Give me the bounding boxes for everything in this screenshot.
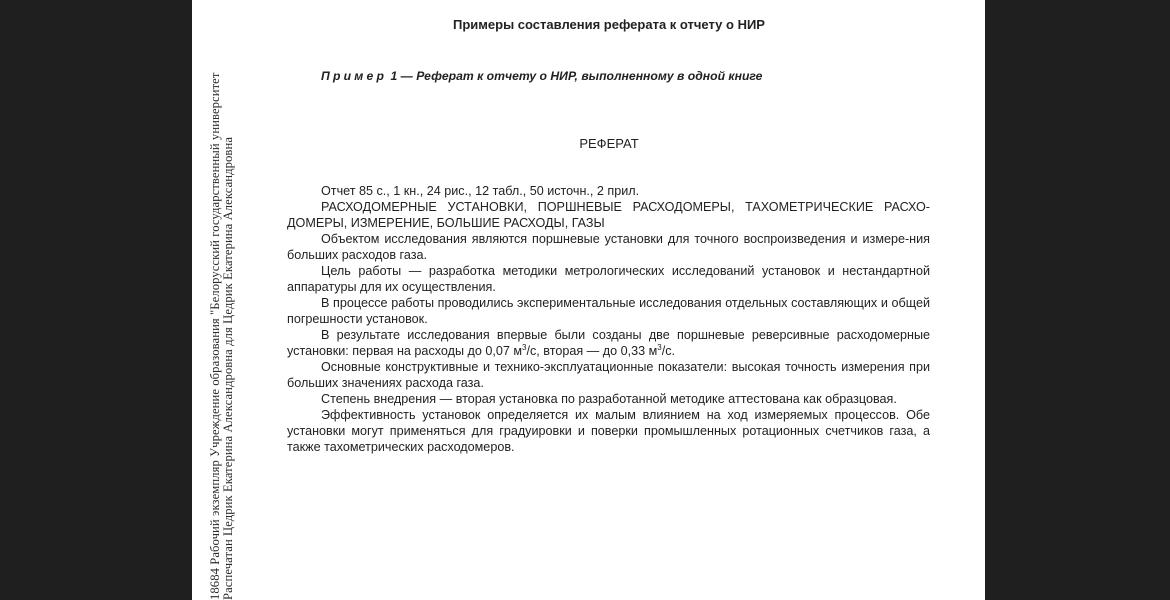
example-text: 1 — Реферат к отчету о НИР, выполненному в одной книге [387,69,763,83]
watermark-stamp-line-1: 18684 Рабочий экземпляр Учреждение образования "Белорусский государственный университет [208,72,222,600]
abstract-body [287,183,930,455]
paragraph-goal: Цель работы — разработка методики метрологических исследований установок и нестандартной аппаратуры для их осуществления. [287,264,930,294]
results-sup-1: 3 [522,343,527,352]
example-caption [321,69,762,83]
example-word: Пример [321,69,388,83]
paragraph-implementation: Степень внедрения — вторая установка по разработанной методике аттестована как образцовая. [321,392,897,406]
page-heading: Примеры составления реферата к отчету о НИР [453,17,765,32]
paragraph-results [287,327,930,359]
paragraph-volume: Отчет 85 с., 1 кн., 24 рис., 12 табл., 50 источн., 2 прил. [321,184,640,198]
document-page [192,0,985,600]
paragraph-efficiency: Эффективность установок определяется их малым влиянием на ход измеряемых процессов. Обе установки могут применяться для градуировки и поверки промышленных ротационных счетчиков газа, а также тахометрических расходомеров. [287,408,930,454]
paragraph-keywords: РАСХОДОМЕРНЫЕ УСТАНОВКИ, ПОРШНЕВЫЕ РАСХОДОМЕРЫ, ТАХОМЕТРИЧЕСКИЕ РАСХО-ДОМЕРЫ, ИЗМЕРЕНИЕ, БОЛЬШИЕ РАСХОДЫ, ГАЗЫ [287,200,930,230]
paragraph-indicators: Основные конструктивные и технико-эксплуатационные показатели: высокая точность измерения при больших значениях расхода газа. [287,360,930,390]
paragraph-object: Объектом исследования являются поршневые установки для точного воспроизведения и измере-ния больших расходов газа. [287,232,930,262]
results-text-a: В результате исследования впервые были созданы две поршневые реверсивные расходомерные установки: первая на расходы до 0,07 м [287,328,930,358]
results-sup-2: 3 [657,343,662,352]
results-text-c: /с. [661,344,676,358]
watermark-stamp-line-2: Распечатан Цедрик Екатерина Александровна для Цедрик Екатерина Александровна [221,136,235,600]
results-text-b: /с, вторая — до 0,33 м [526,344,658,358]
abstract-title: РЕФЕРАТ [579,136,639,151]
paragraph-process: В процессе работы проводились экспериментальные исследования отдельных составляющих и общей погрешности установок. [287,296,930,326]
